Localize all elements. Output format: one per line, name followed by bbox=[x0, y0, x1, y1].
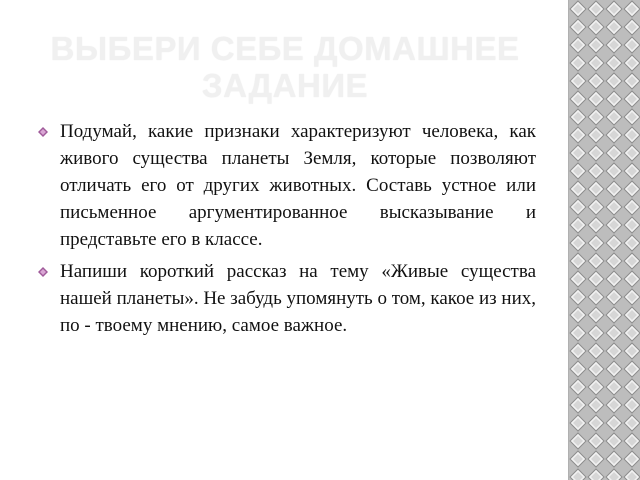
decorative-pattern-strip bbox=[568, 0, 640, 480]
bullet-text: Напиши короткий рассказ на тему «Живые существа нашей планеты». Не забудь упомянуть о том, какое из них, по - твоему мнению, самое важное. bbox=[60, 261, 536, 336]
bullet-list bbox=[30, 118, 536, 344]
bullet-text: Подумай, какие признаки характеризуют человека, как живого существа планеты Земля, которые позволяют отличать его от других животных. Составь устное или письменное аргументированное высказывание и представьте его в классе. bbox=[60, 121, 536, 250]
list-item bbox=[30, 118, 536, 253]
diamond-pattern-icon bbox=[569, 0, 640, 480]
slide-title: ВЫБЕРИ СЕБЕ ДОМАШНЕЕ ЗАДАНИЕ bbox=[50, 30, 520, 104]
list-item bbox=[30, 258, 536, 339]
diamond-bullet-icon bbox=[38, 127, 48, 137]
diamond-bullet-icon bbox=[38, 267, 48, 277]
